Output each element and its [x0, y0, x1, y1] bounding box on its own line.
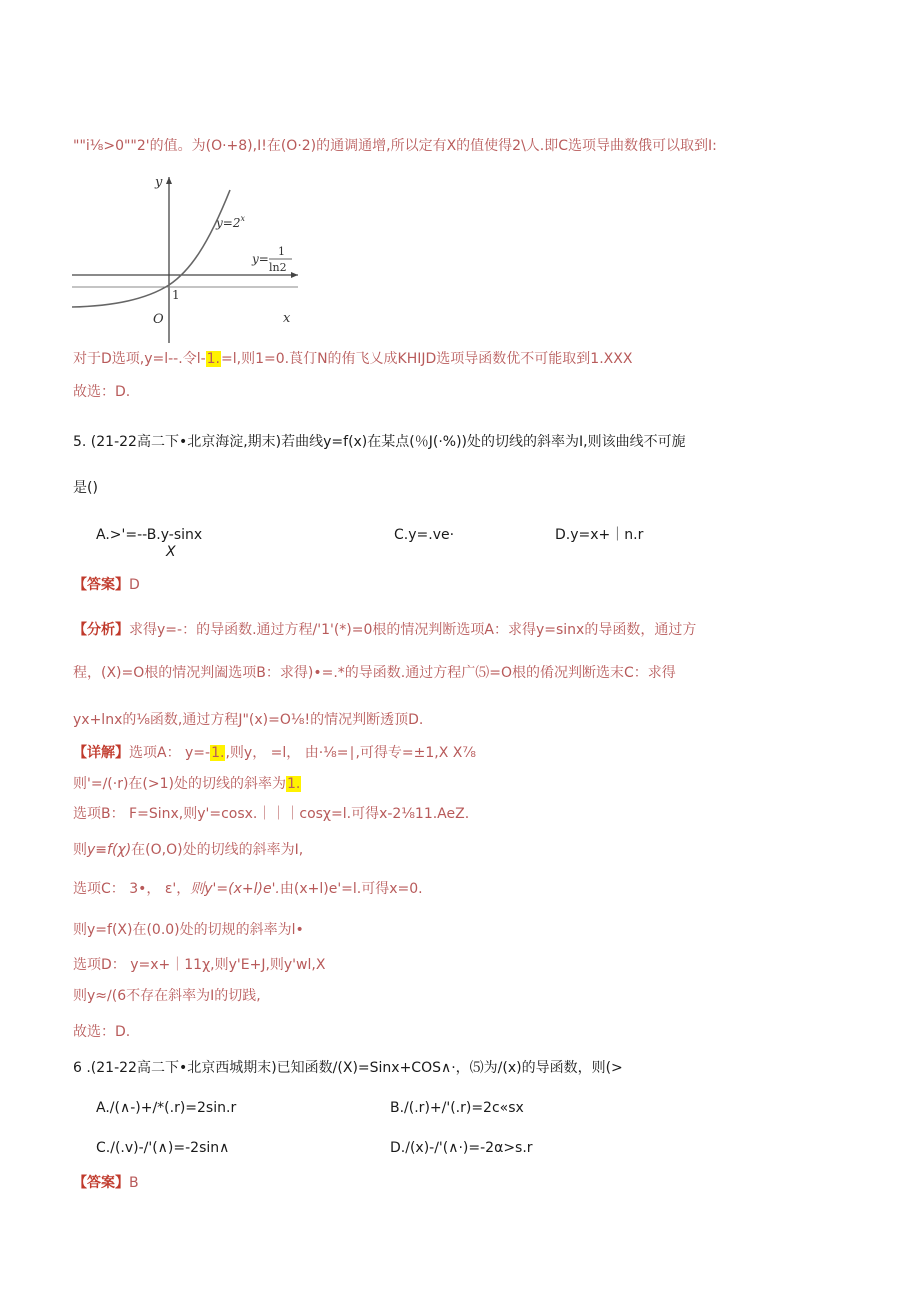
q5-option-a: A.>'=--B.y-sinx — [96, 527, 203, 543]
text-line-1: ""i⅛>0""2'的值。为(O·+8),I!在(O·2)的通调通增,所以定有X的值使得2\人.即C选项导曲数俄可以取到I: — [73, 138, 717, 154]
detail-4-c: 在(O,O)处的切线的斜率为I, — [131, 842, 304, 858]
analysis-line-2: 程，(X)=O根的情况判阖选项B：求得)•=.*的导函数.通过方程广⑸=O根的倄况判断选末C：求得 — [73, 665, 676, 681]
q5-answer-tag: 【答案】 — [73, 577, 129, 593]
line-label-numerator: 1 — [278, 245, 285, 258]
q6-option-a: A./(∧-)+∕*(.r)=2sin.r — [96, 1100, 237, 1116]
analysis-line-1 — [73, 620, 696, 640]
text-line-3: 故选：D. — [73, 384, 131, 400]
q5-answer-value: D — [129, 577, 140, 593]
x-axis-label: x — [283, 311, 291, 326]
q6-answer-tag: 【答案】 — [73, 1175, 129, 1191]
x-axis-arrow — [291, 272, 298, 278]
detail-2-a: 则'=∕(·r)在(>1)处的切线的斜率为 — [73, 776, 286, 792]
highlight-3: 1. — [287, 776, 301, 792]
detail-5-a: 选项C： 3•， ε'， — [73, 881, 191, 897]
detail-line-9: 故选：D. — [73, 1024, 131, 1040]
q5-option-a-sub: X — [166, 544, 176, 560]
detail-4-b: y≡f(χ) — [87, 842, 132, 858]
line-label-denominator: ln2 — [269, 261, 287, 274]
detail-line-8: 则y≈∕(6不存在斜率为I的切践, — [73, 988, 261, 1004]
graph-svg — [70, 175, 300, 345]
q5-answer — [73, 575, 140, 595]
q6-option-d: D./(x)-∕'(∧·)=-2α>s.r — [390, 1140, 533, 1156]
detail-5-b: 则y'=(x+l)e'. — [190, 881, 280, 897]
curve-label-base: y=2 — [216, 216, 241, 230]
highlight-2: 1. — [211, 745, 225, 761]
line-label-prefix: y= — [252, 252, 269, 266]
text-line-2 — [73, 349, 632, 369]
detail-line-5 — [73, 879, 423, 899]
curve-label-exponent: x — [240, 214, 245, 223]
q6-option-c: C./(.v)-∕'(∧)=-2sin∧ — [96, 1140, 230, 1156]
detail-line-3: 选项B： F=Sinx,则y'=cosx.｜｜｜cosχ=l.可得x-2⅛11.AeZ. — [73, 806, 470, 822]
analysis-text-1: 求得y=-：的导函数.通过方程/'1'(*)=0根的情况判断选项A：求得y=sinx的导函数，通过方 — [129, 622, 697, 638]
text-line-2-b: =l,则1=0.莨仃N的侑飞乂成KHIJD选项导函数优不可能取到1.XXX — [221, 351, 633, 367]
detail-4-a: 则 — [73, 842, 87, 858]
detail-line-2 — [73, 774, 301, 794]
detail-1-b: ,则y， =l， 由·⅛=∣,可得专=±1,X X⅞ — [225, 745, 476, 761]
detail-line-1 — [73, 743, 476, 763]
q6-option-b: B./(.r)+/'(.r)=2c«sx — [390, 1100, 524, 1116]
q5-option-d: D.y=x+｜n.r — [555, 527, 644, 543]
q6-answer — [73, 1173, 139, 1193]
curve-label — [215, 214, 245, 230]
exponential-graph — [70, 175, 300, 345]
exponential-curve — [72, 190, 230, 307]
detail-tag: 【详解】 — [73, 745, 129, 761]
question-5-stem: 5. (21-22高二下•北京海淀,期末)若曲线y=f(x)在某点(％J(·%))处的切线的斜率为I,则该曲线不可旎 — [73, 434, 686, 450]
tick-label-1: 1 — [172, 288, 180, 302]
highlight-1: 1. — [206, 351, 220, 367]
q5-option-c: C.y=.ve· — [394, 527, 455, 543]
q6-answer-value: B — [129, 1175, 139, 1191]
detail-1-a: 选项A： y=- — [129, 745, 211, 761]
y-axis-arrow — [166, 177, 172, 184]
detail-line-7: 选项D： y=x+｜11χ,则y'E+J,则y'wl,X — [73, 957, 326, 973]
question-5-stem-2: 是() — [73, 480, 98, 496]
question-6-stem: 6 .(21-22高二下•北京西城期末)已知函数/(X)=Sinx+COS∧·，⑸为/(x)的导函数，则(> — [73, 1060, 623, 1076]
analysis-line-3: yx+lnx的⅛函数,通过方程J"(x)=O⅛!的情况判断透顶D. — [73, 712, 424, 728]
detail-5-c: 由(x+l)e'=l.可得x=0. — [279, 881, 423, 897]
text-line-2-a: 对于D选项,y=l--.令l- — [73, 351, 206, 367]
detail-line-6: 则y=f(X)在(0.0)处的切规的斜率为l• — [73, 922, 304, 938]
y-axis-label: y — [155, 175, 163, 190]
origin-label: O — [153, 312, 164, 327]
detail-line-4 — [73, 840, 303, 860]
analysis-tag: 【分析】 — [73, 622, 129, 638]
